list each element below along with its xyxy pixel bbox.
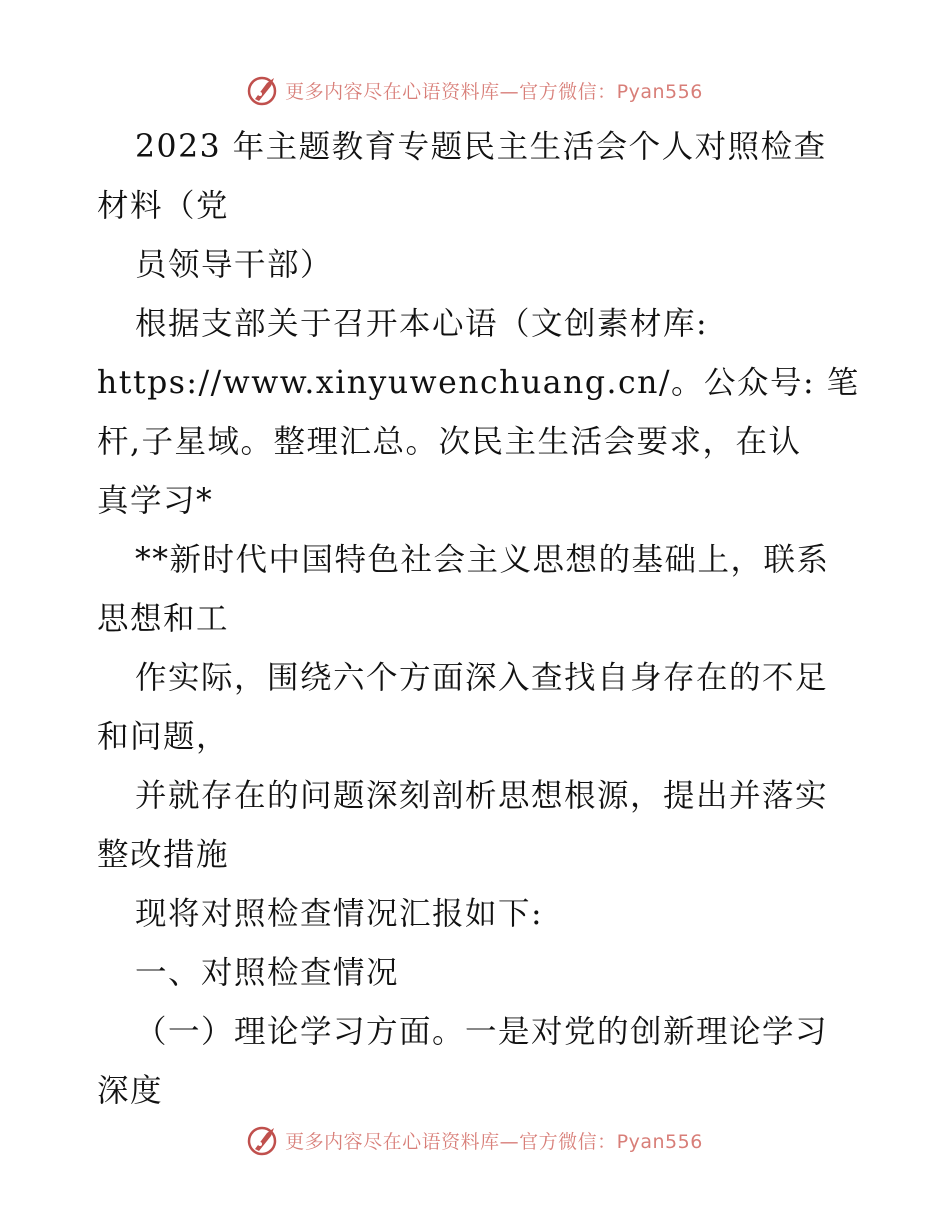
subsection-line: 深度: [97, 1073, 164, 1109]
section-heading: 一、对照检查情况: [135, 955, 400, 991]
title-line-2: 材料（党: [97, 188, 230, 224]
paragraph-line: 整改措施: [97, 837, 230, 873]
document-body: [97, 118, 860, 1121]
paragraph-line: https://www.xinyuwenchuang.cn/。公众号: 笔: [97, 365, 860, 401]
paragraph-line: 作实际，围绕六个方面深入查找自身存在的不足: [135, 660, 829, 696]
paragraph-line: 并就存在的问题深刻剖析思想根源，提出并落实: [135, 778, 829, 814]
paragraph-line: 杆,子星域。整理汇总。次民主生活会要求，在认: [97, 424, 802, 460]
paragraph-line: 思想和工: [97, 601, 230, 637]
pen-nib-logo-icon: [247, 1123, 281, 1157]
paragraph-line: 根据支部关于召开本心语（文创素材库:: [135, 306, 709, 342]
paragraph-line: **新时代中国特色社会主义思想的基础上，联系: [135, 542, 830, 578]
watermark-header: [0, 70, 950, 110]
watermark-footer: [0, 1120, 950, 1160]
paragraph-line: 真学习*: [97, 483, 214, 519]
paragraph-line: 和问题，: [97, 719, 230, 755]
title-line-3: 员领导干部）: [135, 247, 334, 283]
pen-nib-logo-icon: [247, 73, 281, 107]
watermark-text: 更多内容尽在心语资料库—官方微信：Pyan556: [285, 1130, 703, 1153]
subsection-line: （一）理论学习方面。一是对党的创新理论学习: [135, 1014, 829, 1050]
paragraph-line: 现将对照检查情况汇报如下:: [135, 896, 544, 932]
title-line-1: 2023 年主题教育专题民主生活会个人对照检查: [135, 129, 827, 165]
watermark-text: 更多内容尽在心语资料库—官方微信：Pyan556: [285, 80, 703, 103]
